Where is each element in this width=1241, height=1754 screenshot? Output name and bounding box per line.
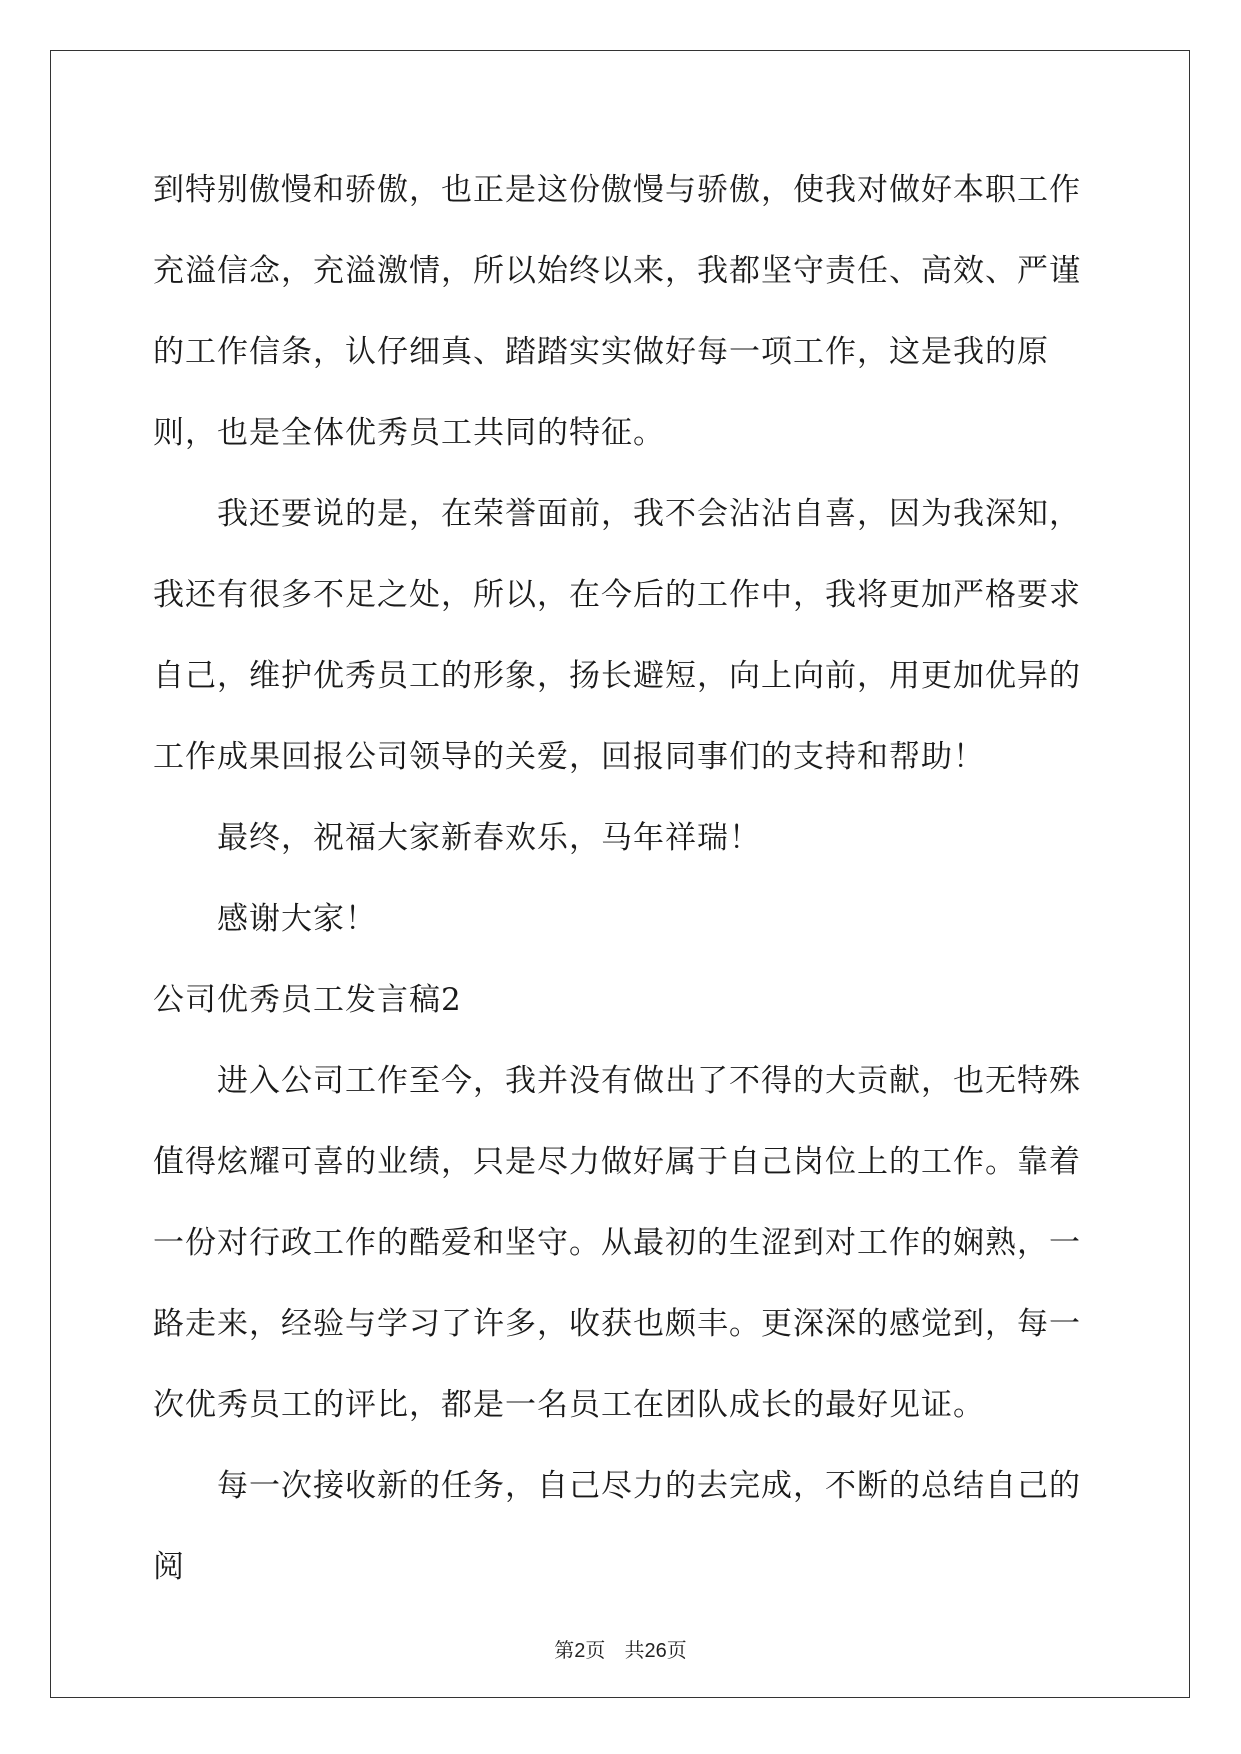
page-footer [0, 1634, 1241, 1663]
paragraph-2: 我还要说的是，在荣誉面前，我不会沾沾自喜，因为我深知，我还有很多不足之处，所以，在今后的工作中，我将更加严格要求自己，维护优秀员工的形象，扬长避短，向上向前，用更加优异的工作成果回报公司领导的关爱，回报同事们的支持和帮助！ [153, 496, 1081, 775]
section-title: 公司优秀员工发言稿2 [153, 982, 462, 1018]
total-prefix: 共 [624, 1638, 645, 1662]
total-suffix: 页 [666, 1638, 687, 1662]
page-prefix: 第 [554, 1638, 575, 1662]
page-number: 2 [574, 1640, 586, 1662]
paragraph-4: 感谢大家！ [217, 901, 377, 937]
paragraph-5: 进入公司工作至今，我并没有做出了不得的大贡献，也无特殊值得炫耀可喜的业绩，只是尽力做好属于自己岗位上的工作。靠着一份对行政工作的酷爱和坚守。从最初的生涩到对工作的娴熟，一路走来，经验与学习了许多，收获也颇丰。更深深的感觉到，每一次优秀员工的评比，都是一名员工在团队成长的最好见证。 [153, 1063, 1081, 1423]
paragraph-3: 最终，祝福大家新春欢乐，马年祥瑞！ [217, 820, 761, 856]
paragraph-6: 每一次接收新的任务，自己尽力的去完成，不断的总结自己的阅 [153, 1468, 1081, 1585]
total-pages: 26 [644, 1640, 667, 1662]
document-body [153, 150, 1093, 1608]
paragraph-1: 到特别傲慢和骄傲，也正是这份傲慢与骄傲，使我对做好本职工作充溢信念，充溢激情，所以始终以来，我都坚守责任、高效、严谨的工作信条，认仔细真、踏踏实实做好每一项工作，这是我的原则，也是全体优秀员工共同的特征。 [153, 172, 1081, 451]
page-suffix: 页 [585, 1638, 606, 1662]
